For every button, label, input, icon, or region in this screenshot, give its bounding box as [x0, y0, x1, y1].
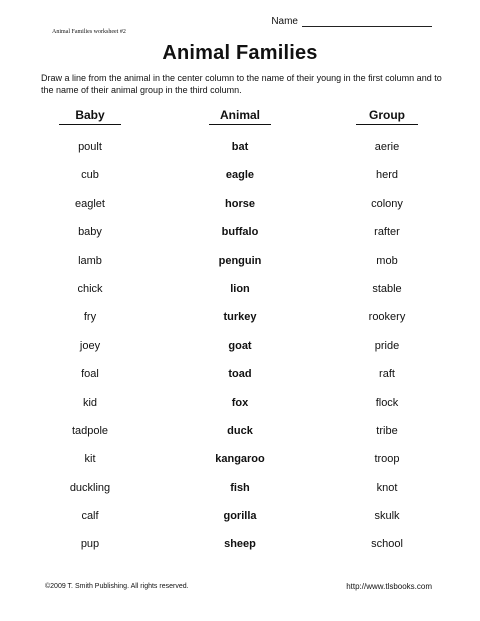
group-item: flock [375, 396, 399, 409]
baby-item: duckling [69, 481, 111, 494]
baby-column-heading: Baby [59, 108, 121, 125]
animal-item: turkey [223, 311, 257, 324]
baby-item: poult [78, 141, 102, 153]
baby-item: eaglet [75, 197, 105, 210]
baby-item: foal [81, 368, 99, 381]
group-item: rookery [368, 311, 406, 324]
baby-item: baby [78, 226, 102, 239]
group-item: herd [375, 169, 399, 182]
baby-item: joey [79, 339, 101, 352]
animal-item: toad [228, 368, 252, 381]
animal-item: sheep [224, 538, 256, 551]
baby-item: tadpole [71, 424, 109, 437]
page-title: Animal Families [162, 42, 318, 64]
animal-item: gorilla [223, 510, 257, 523]
animal-item: duck [227, 424, 253, 437]
baby-column [35, 108, 145, 567]
animal-item: fish [230, 481, 250, 494]
group-item: stable [372, 282, 402, 295]
animal-item: lion [230, 282, 250, 295]
group-column-heading: Group [356, 108, 418, 125]
baby-item: calf [81, 510, 99, 523]
group-item: rafter [374, 226, 400, 239]
animal-item: eagle [225, 169, 255, 182]
copyright-text: ©2009 T. Smith Publishing. All rights reserved. [45, 583, 189, 590]
baby-list [35, 141, 145, 567]
baby-item: chick [77, 282, 103, 295]
baby-item: kid [82, 396, 98, 409]
group-item: colony [371, 197, 403, 210]
animal-item: kangaroo [215, 453, 265, 466]
animal-item: horse [225, 197, 255, 210]
animal-column [185, 108, 295, 567]
group-item: aerie [374, 141, 400, 153]
baby-item: fry [83, 311, 97, 324]
group-item: raft [379, 368, 395, 381]
baby-item: kit [84, 453, 96, 466]
baby-item: lamb [78, 254, 102, 267]
animal-list [185, 141, 295, 567]
website-url: http://www.tlsbooks.com [346, 582, 432, 591]
baby-item: pup [80, 538, 100, 551]
group-item: knot [376, 481, 398, 494]
animal-item: bat [231, 141, 249, 153]
animal-item: penguin [218, 254, 262, 267]
animal-item: fox [231, 396, 249, 409]
name-label: Name [271, 16, 298, 27]
group-item: tribe [376, 424, 398, 437]
group-column [332, 108, 442, 567]
name-field [271, 16, 432, 27]
animal-item: buffalo [221, 226, 259, 239]
group-item: troop [374, 453, 400, 466]
animal-column-heading: Animal [209, 108, 271, 125]
instructions-text: Draw a line from the animal in the center column to the name of their young in the first column and to the name of their animal group in the third column. [41, 73, 442, 95]
group-list [332, 141, 442, 567]
worksheet-label: Animal Families worksheet #2 [52, 29, 126, 35]
group-item: skulk [374, 510, 400, 523]
baby-item: cub [81, 169, 99, 182]
group-item: pride [374, 339, 400, 352]
group-item: school [371, 538, 403, 551]
name-blank-line[interactable] [302, 16, 432, 27]
group-item: mob [376, 254, 398, 267]
animal-item: goat [228, 339, 252, 352]
